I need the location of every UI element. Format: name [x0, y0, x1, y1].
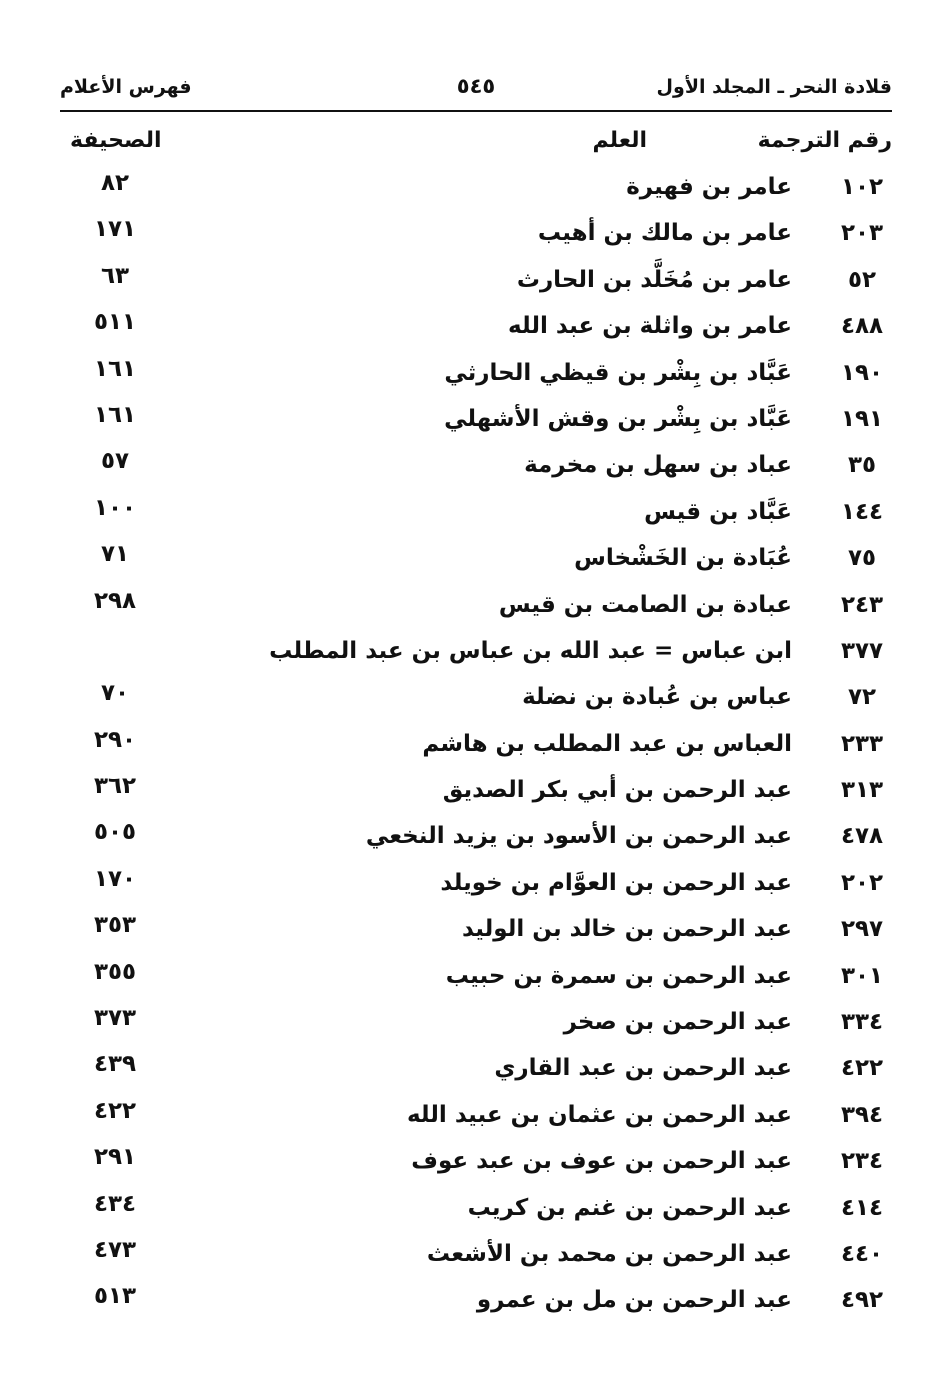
entry-page: ١٦١: [93, 355, 137, 382]
entry-page: ٤٧٣: [93, 1236, 137, 1263]
entry-number: ٣٠١: [840, 962, 884, 989]
index-entry: [60, 493, 892, 539]
index-entry: [60, 1235, 892, 1281]
entry-page: ٤٣٤: [93, 1190, 137, 1217]
column-headers: [60, 128, 892, 168]
entry-number: ٢٣٤: [840, 1148, 884, 1175]
entry-number: ٤١٤: [840, 1194, 884, 1221]
entry-name: عبد الرحمن بن خالد بن الوليد: [462, 916, 792, 943]
entry-number: ٧٥: [847, 545, 877, 572]
index-entry: [60, 307, 892, 353]
entry-page: ٥٧: [100, 448, 130, 475]
entry-name: عامر بن فهيرة: [626, 174, 792, 200]
column-header-page: الصحيفة: [70, 128, 162, 153]
entry-number: ٣٩٤: [840, 1101, 884, 1128]
entry-name: عبد الرحمن بن أبي بكر الصديق: [442, 777, 792, 804]
index-entry: [60, 354, 892, 400]
entry-page: ٤٣٩: [93, 1051, 137, 1078]
entry-name: عبد الرحمن بن محمد بن الأشعث: [426, 1240, 792, 1267]
entry-name: عامر بن مُخَلَّد بن الحارث: [516, 266, 792, 293]
entry-number: ٤٩٢: [840, 1287, 884, 1314]
entry-page: ١٧١: [93, 216, 137, 243]
index-entry: [60, 1096, 892, 1142]
entry-page: ٣٦٢: [93, 773, 137, 800]
entry-page: ١٦١: [93, 401, 137, 428]
entry-number: ١٩٠: [840, 359, 884, 386]
entry-name: عبد الرحمن بن عوف بن عبد عوف: [411, 1148, 792, 1175]
index-entry: [60, 771, 892, 817]
index-entry: [60, 214, 892, 260]
index-entry: [60, 261, 892, 307]
entry-page: ٥١٣: [93, 1283, 137, 1310]
entry-number: ١٠٢: [840, 174, 884, 200]
index-entry: [60, 1003, 892, 1049]
entry-number: ٧٢: [847, 684, 877, 711]
entry-number: ١٤٤: [840, 498, 884, 525]
entry-name: ابن عباس = عبد الله بن عباس بن عبد المطلب: [269, 637, 792, 664]
entry-number: ٣٥: [847, 452, 877, 479]
entry-name: عبد الرحمن بن غنم بن كريب: [467, 1194, 792, 1221]
entry-name: عبد الرحمن بن الأسود بن يزيد النخعي: [365, 823, 792, 850]
header-rule: [60, 110, 892, 112]
entry-number: ٢٣٣: [840, 730, 884, 757]
entry-page: ٧٠: [100, 680, 130, 707]
entry-number: ٢٠٣: [840, 220, 884, 247]
entry-page: ٨٢: [100, 170, 130, 196]
entry-number: ٤٨٨: [840, 313, 884, 340]
entry-number: ٤٢٢: [840, 1055, 884, 1082]
index-entry: [60, 168, 892, 214]
entry-name: عَبَّاد بن بِشْر بن وقش الأشهلي: [444, 405, 792, 432]
entry-page: ٧١: [100, 541, 130, 568]
entry-number: ٣٣٤: [840, 1009, 884, 1036]
entry-name: عبادة بن الصامت بن قيس: [498, 591, 792, 618]
entry-name: عبد الرحمن بن العوَّام بن خويلد: [440, 869, 792, 896]
entry-name: عباس بن عُبادة بن نضلة: [522, 684, 792, 711]
index-entry: [60, 1189, 892, 1235]
index-entry: [60, 817, 892, 863]
index-entry: [60, 1281, 892, 1327]
book-title: قلادة النحر ـ المجلد الأول: [656, 76, 892, 98]
column-header-name: العلم: [592, 128, 647, 153]
entry-number: ١٩١: [840, 405, 884, 432]
entry-name: عبد الرحمن بن عبد القاري: [494, 1055, 792, 1082]
index-entry: [60, 632, 892, 678]
entry-number: ٢٩٧: [840, 916, 884, 943]
entry-name: عَبَّاد بن بِشْر بن قيظي الحارثي: [444, 359, 792, 386]
entry-name: عامر بن واثلة بن عبد الله: [508, 313, 792, 340]
entry-page: ٢٩٨: [93, 587, 137, 614]
index-entry: [60, 446, 892, 492]
entry-page: ٤٢٢: [93, 1097, 137, 1124]
entry-name: عباد بن سهل بن مخرمة: [524, 452, 792, 479]
entry-page: ٥١١: [93, 309, 137, 336]
index-entry: [60, 725, 892, 771]
entry-name: العباس بن عبد المطلب بن هاشم: [422, 730, 792, 757]
index-entry: [60, 910, 892, 956]
page-number: ٥٤٥: [456, 74, 496, 98]
entry-name: عامر بن مالك بن أهيب: [537, 220, 792, 247]
entry-page: ٦٣: [100, 262, 130, 289]
entry-name: عَبَّاد بن قيس: [644, 498, 792, 525]
entry-page: ١٠٠: [93, 494, 137, 521]
entry-number: ٢٤٣: [840, 591, 884, 618]
entry-page: ٢٩٠: [93, 726, 137, 753]
entry-name: عبد الرحمن بن مل بن عمرو: [476, 1287, 792, 1314]
entry-page: ٣٥٥: [93, 958, 137, 985]
entry-page: ٥٠٥: [93, 819, 137, 846]
entry-page: ٢٩١: [93, 1144, 137, 1171]
entry-name: عبد الرحمن بن صخر: [563, 1009, 792, 1036]
entry-name: عُبَادة بن الخَشْخاس: [574, 545, 792, 572]
running-head: [60, 76, 892, 108]
entry-number: ٣١٣: [840, 777, 884, 804]
entry-number: ٤٤٠: [840, 1240, 884, 1267]
entry-page: ٣٧٣: [93, 1005, 137, 1032]
index-entries: [60, 168, 892, 1328]
index-entry: [60, 678, 892, 724]
section-title: فهرس الأعلام: [60, 76, 192, 98]
index-entry: [60, 957, 892, 1003]
index-entry: [60, 1049, 892, 1095]
index-entry: [60, 1142, 892, 1188]
index-entry: [60, 400, 892, 446]
entry-number: ٥٢: [847, 266, 877, 293]
entry-name: عبد الرحمن بن سمرة بن حبيب: [445, 962, 792, 989]
index-entry: [60, 864, 892, 910]
entry-page: ٣٥٣: [93, 912, 137, 939]
index-entry: [60, 586, 892, 632]
entry-number: ٢٠٢: [840, 869, 884, 896]
entry-name: عبد الرحمن بن عثمان بن عبيد الله: [406, 1101, 792, 1128]
entry-page: ١٧٠: [93, 865, 137, 892]
column-header-number: رقم الترجمة: [757, 128, 892, 153]
index-entry: [60, 539, 892, 585]
entry-number: ٣٧٧: [840, 637, 884, 664]
entry-number: ٤٧٨: [840, 823, 884, 850]
